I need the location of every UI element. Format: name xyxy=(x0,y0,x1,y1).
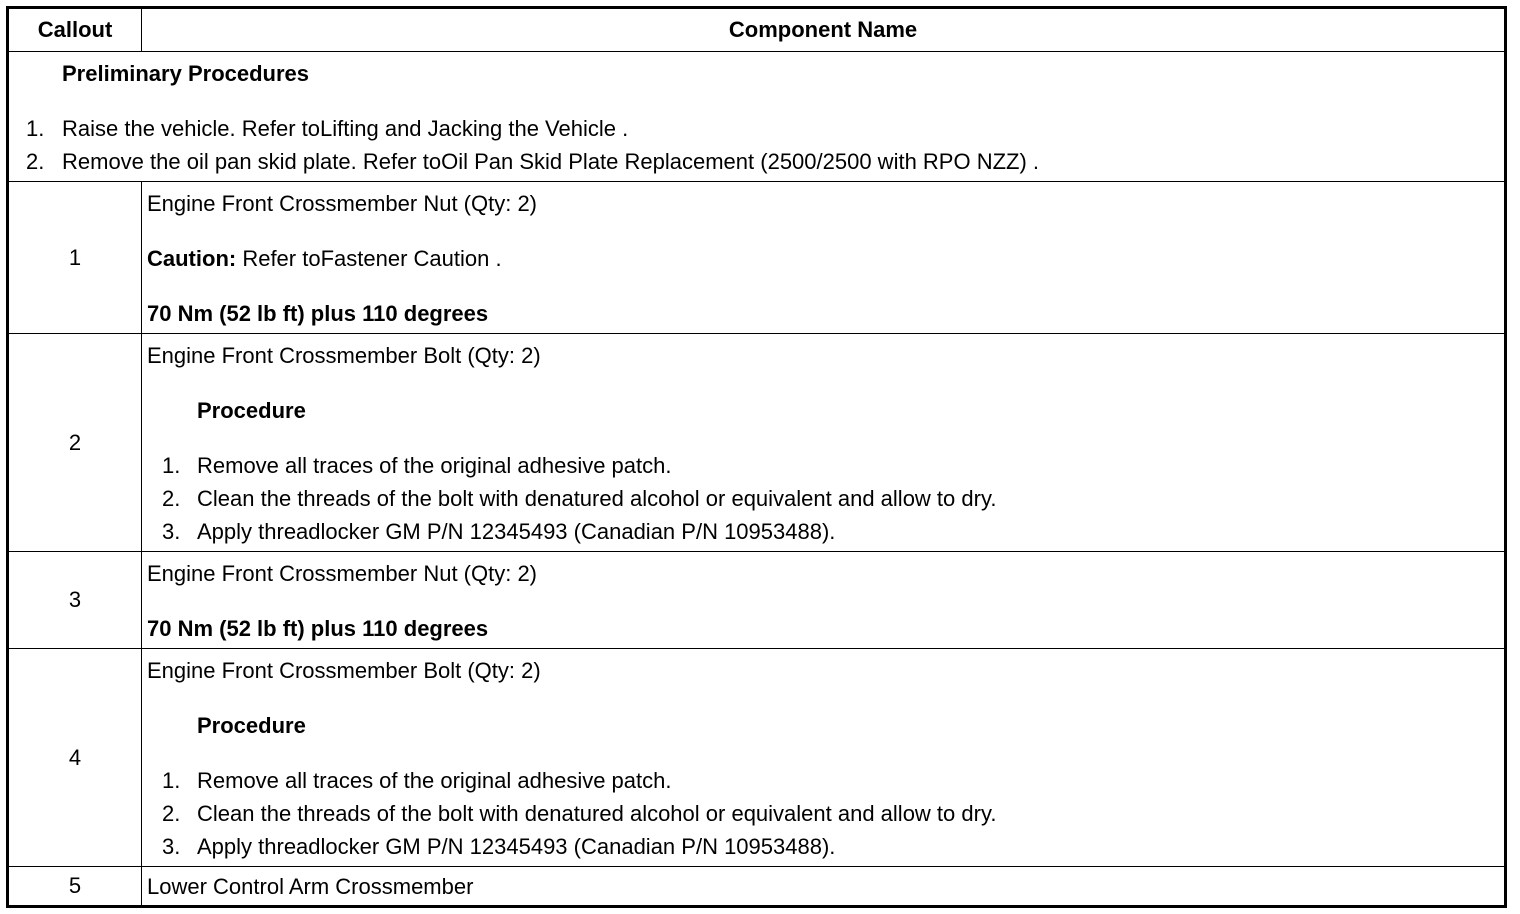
procedure-step-text: Remove all traces of the original adhesive patch. xyxy=(197,768,672,793)
callout-cell xyxy=(9,867,142,905)
component-cell xyxy=(142,649,1504,866)
component-cell xyxy=(142,552,1504,648)
table-header xyxy=(9,9,1504,52)
preliminary-step-text: Remove the oil pan skid plate. Refer toOil Pan Skid Plate Replacement (2500/2500 with RPO NZZ) . xyxy=(62,149,1040,174)
preliminary-step-num: 1. xyxy=(26,116,45,141)
callout-number: 3 xyxy=(68,587,82,612)
callout-header: Callout xyxy=(37,17,113,42)
component-cell xyxy=(142,182,1504,333)
table-row xyxy=(9,649,1504,867)
callout-number: 2 xyxy=(68,429,82,455)
component-table xyxy=(6,6,1507,908)
preliminary-step-num: 2. xyxy=(26,149,45,174)
procedure-step-num: 3. xyxy=(162,519,181,544)
procedure-step-text: Clean the threads of the bolt with denatured alcohol or equivalent and allow to dry. xyxy=(197,486,997,511)
component-cell xyxy=(142,867,1504,905)
caution-note xyxy=(147,246,502,272)
component-name: Engine Front Crossmember Nut (Qty: 2) xyxy=(147,561,538,586)
component-header-cell xyxy=(142,9,1504,51)
callout-number: 1 xyxy=(68,244,82,270)
torque-spec: 70 Nm (52 lb ft) plus 110 degrees xyxy=(147,616,489,641)
procedure-step-text: Clean the threads of the bolt with denatured alcohol or equivalent and allow to dry. xyxy=(197,801,997,826)
procedure-step-num: 2. xyxy=(162,486,181,511)
component-name: Engine Front Crossmember Bolt (Qty: 2) xyxy=(147,343,541,368)
preliminary-procedures-row xyxy=(9,52,1504,182)
procedure-step-num: 2. xyxy=(162,801,181,826)
table-row xyxy=(9,552,1504,649)
component-name: Lower Control Arm Crossmember xyxy=(147,874,474,899)
procedure-step-text: Remove all traces of the original adhesive patch. xyxy=(197,453,672,478)
callout-number: 5 xyxy=(68,873,82,898)
component-cell xyxy=(142,334,1504,551)
procedure-step-num: 1. xyxy=(162,453,181,478)
component-name: Engine Front Crossmember Bolt (Qty: 2) xyxy=(147,658,541,683)
torque-spec: 70 Nm (52 lb ft) plus 110 degrees xyxy=(147,301,489,326)
procedure-step-num: 1. xyxy=(162,768,181,793)
caution-text: Refer toFastener Caution . xyxy=(236,246,502,271)
table-row xyxy=(9,334,1504,552)
callout-cell xyxy=(9,182,142,333)
procedure-step-text: Apply threadlocker GM P/N 12345493 (Canadian P/N 10953488). xyxy=(197,519,836,544)
preliminary-title: Preliminary Procedures xyxy=(62,61,310,86)
table-row xyxy=(9,867,1504,905)
callout-cell xyxy=(9,334,142,551)
procedure-step-text: Apply threadlocker GM P/N 12345493 (Canadian P/N 10953488). xyxy=(197,834,836,859)
callout-cell xyxy=(9,649,142,866)
procedure-step-num: 3. xyxy=(162,834,181,859)
table-row xyxy=(9,182,1504,334)
procedure-title: Procedure xyxy=(197,398,306,423)
component-name: Engine Front Crossmember Nut (Qty: 2) xyxy=(147,191,538,216)
callout-cell xyxy=(9,552,142,648)
component-name-header: Component Name xyxy=(728,17,918,42)
callout-header-cell xyxy=(9,9,142,51)
procedure-title: Procedure xyxy=(197,713,306,738)
callout-number: 4 xyxy=(68,744,82,770)
caution-label: Caution: xyxy=(147,246,237,271)
preliminary-step-text: Raise the vehicle. Refer toLifting and Jacking the Vehicle . xyxy=(62,116,629,141)
